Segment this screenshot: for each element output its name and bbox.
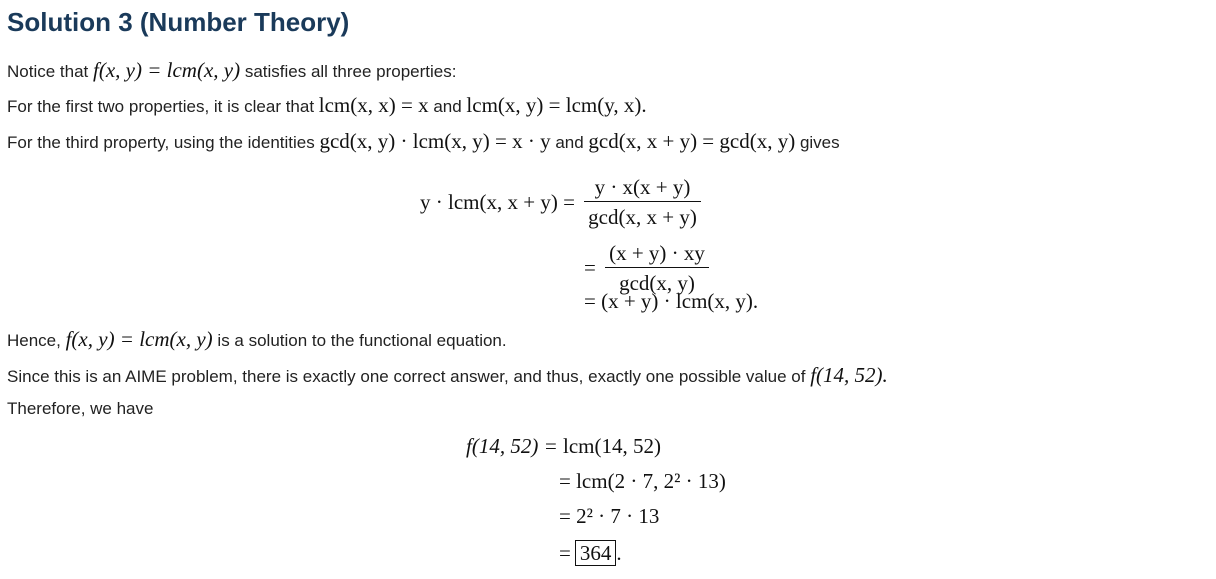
eq2-row-3: = 2² · 7 · 13 <box>559 504 660 528</box>
eq1-row-2 <box>584 240 709 296</box>
paragraph-1-math: f(x, y) = lcm(x, y) <box>93 58 241 82</box>
paragraph-4-math: f(x, y) = lcm(x, y) <box>65 327 213 351</box>
solution-heading: Solution 3 (Number Theory) <box>7 7 350 37</box>
paragraph-2-text-pre: For the first two properties, it is clear that <box>7 97 319 116</box>
paragraph-3 <box>7 129 840 154</box>
paragraph-2 <box>7 93 647 118</box>
eq2-row-1-rhs: lcm(14, 52) <box>563 434 661 458</box>
answer-box: 364 <box>575 540 617 566</box>
paragraph-2-text-mid: and <box>428 97 467 116</box>
paragraph-4 <box>7 327 507 352</box>
eq2-row-2: = lcm(2 · 7, 2² · 13) <box>559 469 726 493</box>
paragraph-4-text-post: is a solution to the functional equation. <box>212 331 507 350</box>
paragraph-5-math: f(14, 52). <box>810 363 888 387</box>
eq1-row-3: = (x + y) · lcm(x, y). <box>584 289 759 313</box>
eq2-row-1-lhs: f(14, 52) = <box>466 434 563 458</box>
eq1-row-1 <box>420 176 701 232</box>
paragraph-5 <box>7 363 888 388</box>
eq1-fraction-1-bar <box>584 201 701 202</box>
paragraph-3-math-1: gcd(x, y) · lcm(x, y) = x · y <box>319 129 551 153</box>
eq1-fraction-2-numerator: (x + y) · xy <box>609 241 705 265</box>
eq1-lhs: y · lcm(x, x + y) = <box>420 189 575 214</box>
paragraph-1-text-pre: Notice that <box>7 62 93 81</box>
eq2-row-4-sign: = <box>559 541 571 565</box>
paragraph-1-text-post: satisfies all three properties: <box>240 62 457 81</box>
paragraph-3-text-post: gives <box>795 133 840 152</box>
eq1-fraction-2-denominator: gcd(x, y) <box>619 271 695 295</box>
eq1-fraction-2 <box>605 240 709 296</box>
paragraph-1 <box>7 58 456 83</box>
paragraph-5-text-pre: Since this is an AIME problem, there is exactly one correct answer, and thus, exactly one possible value of <box>7 367 811 386</box>
paragraph-2-math-1: lcm(x, x) = x <box>318 93 429 117</box>
paragraph-3-math-2: gcd(x, x + y) = gcd(x, y) <box>588 129 796 153</box>
eq1-fraction-2-bar <box>605 267 709 268</box>
eq1-fraction-1-numerator: y · x(x + y) <box>594 175 691 199</box>
eq1-row-2-sign: = <box>584 255 596 280</box>
eq2-row-1 <box>466 434 661 459</box>
eq1-fraction-1 <box>584 174 701 230</box>
paragraph-3-text-pre: For the third property, using the identities <box>7 133 320 152</box>
paragraph-2-math-2: lcm(x, y) = lcm(y, x). <box>466 93 647 117</box>
eq2-row-4-end: . <box>616 541 622 565</box>
paragraph-4-text-pre: Hence, <box>7 331 66 350</box>
paragraph-3-text-mid: and <box>550 133 589 152</box>
eq1-fraction-1-denominator: gcd(x, x + y) <box>588 205 697 229</box>
paragraph-6: Therefore, we have <box>7 399 154 418</box>
eq2-row-4 <box>559 540 622 566</box>
